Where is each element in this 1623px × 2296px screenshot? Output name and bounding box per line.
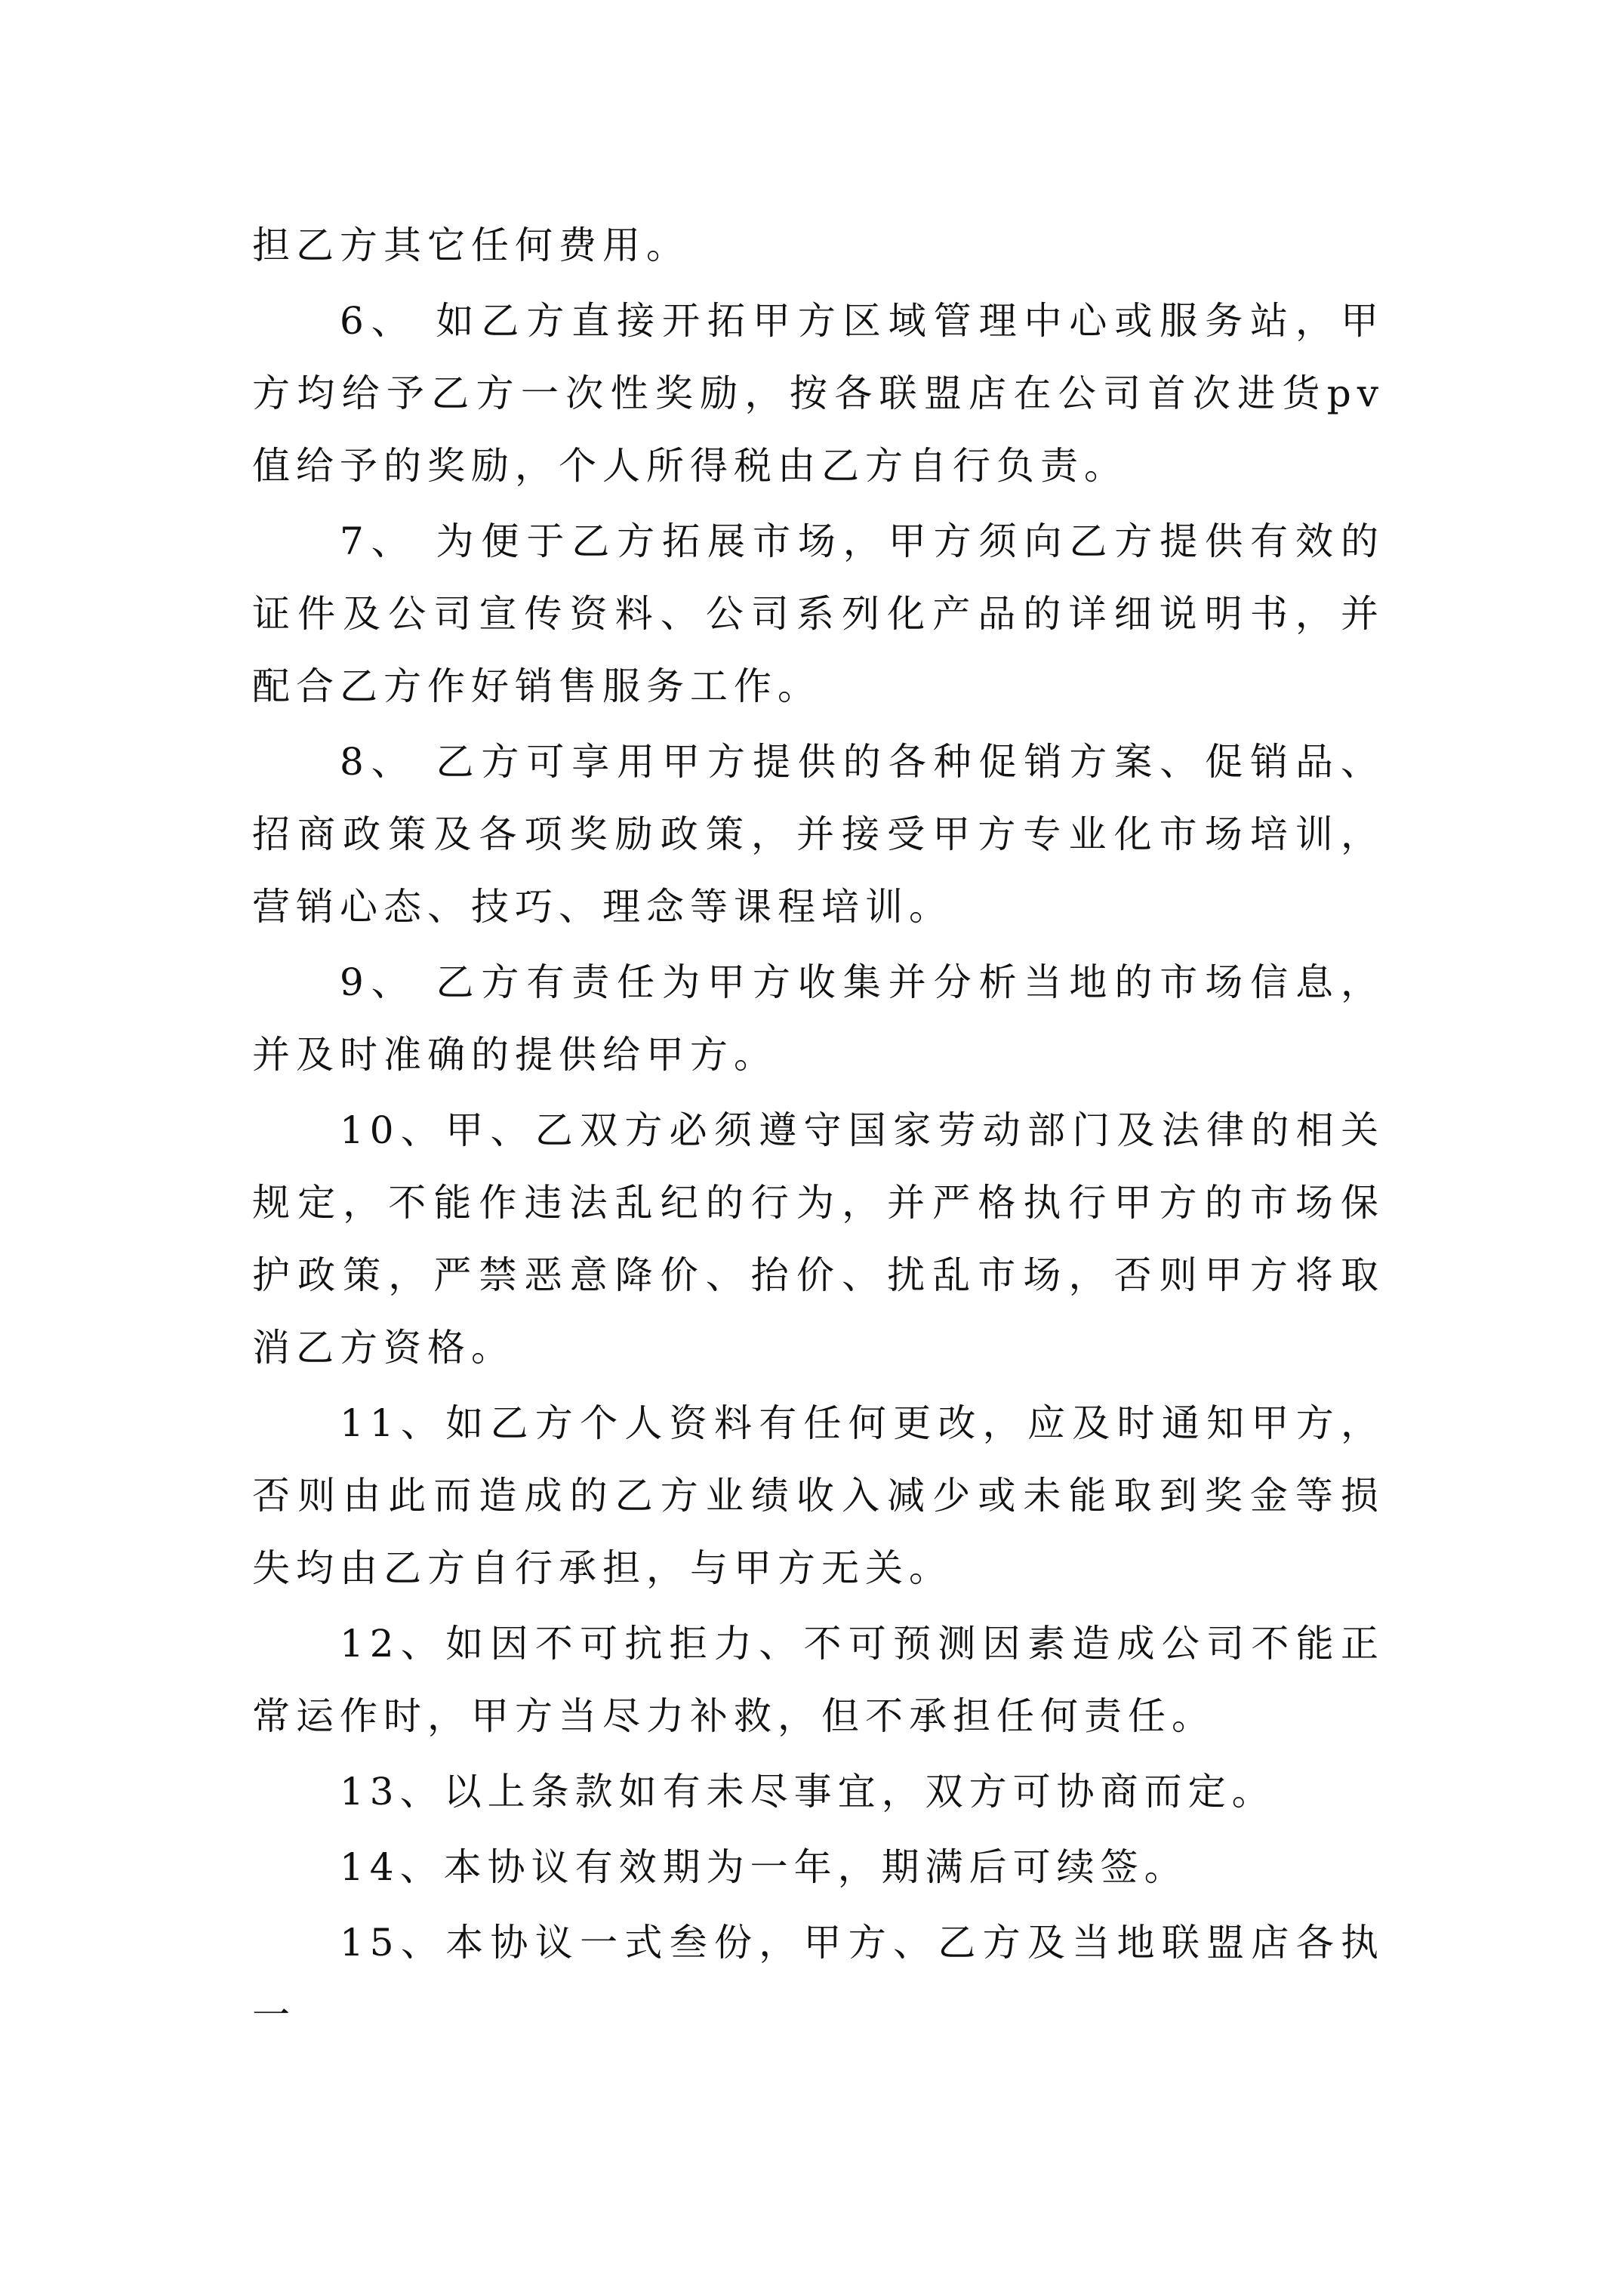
document-page bbox=[252, 209, 1384, 2054]
clause-8: 8、 乙方可享用甲方提供的各种促销方案、促销品、招商政策及各项奖励政策，并接受甲方专业化市场培训，营销心态、技巧、理念等课程培训。 bbox=[252, 740, 1384, 929]
clause-15: 15、本协议一式叁份，甲方、乙方及当地联盟店各执一 bbox=[252, 1921, 1384, 2037]
paragraph-continuation: 担乙方其它任何费用。 bbox=[252, 223, 690, 267]
clause-13: 13、以上条款如有未尽事宜，双方可协商而定。 bbox=[340, 1770, 1276, 1814]
clause-12: 12、如因不可抗拒力、不可预测因素造成公司不能正常运作时，甲方当尽力补救，但不承担任何责任。 bbox=[252, 1622, 1384, 1738]
clause-7: 7、 为便于乙方拓展市场，甲方须向乙方提供有效的证件及公司宣传资料、公司系列化产品的详细说明书，并配合乙方作好销售服务工作。 bbox=[252, 519, 1384, 708]
clause-6: 6、 如乙方直接开拓甲方区域管理中心或服务站，甲方均给予乙方一次性奖励，按各联盟店在公司首次进货pv值给予的奖励，个人所得税由乙方自行负责。 bbox=[252, 299, 1384, 488]
clause-10: 10、甲、乙双方必须遵守国家劳动部门及法律的相关规定，不能作违法乱纪的行为，并严格执行甲方的市场保护政策，严禁恶意降价、抬价、扰乱市场，否则甲方将取消乙方资格。 bbox=[252, 1108, 1384, 1370]
clause-9: 9、 乙方有责任为甲方收集并分析当地的市场信息，并及时准确的提供给甲方。 bbox=[252, 960, 1384, 1077]
clause-14: 14、本协议有效期为一年，期满后可续签。 bbox=[340, 1845, 1188, 1889]
clause-11: 11、如乙方个人资料有任何更改，应及时通知甲方，否则由此而造成的乙方业绩收入减少或未能取到奖金等损失均由乙方自行承担，与甲方无关。 bbox=[252, 1401, 1384, 1590]
